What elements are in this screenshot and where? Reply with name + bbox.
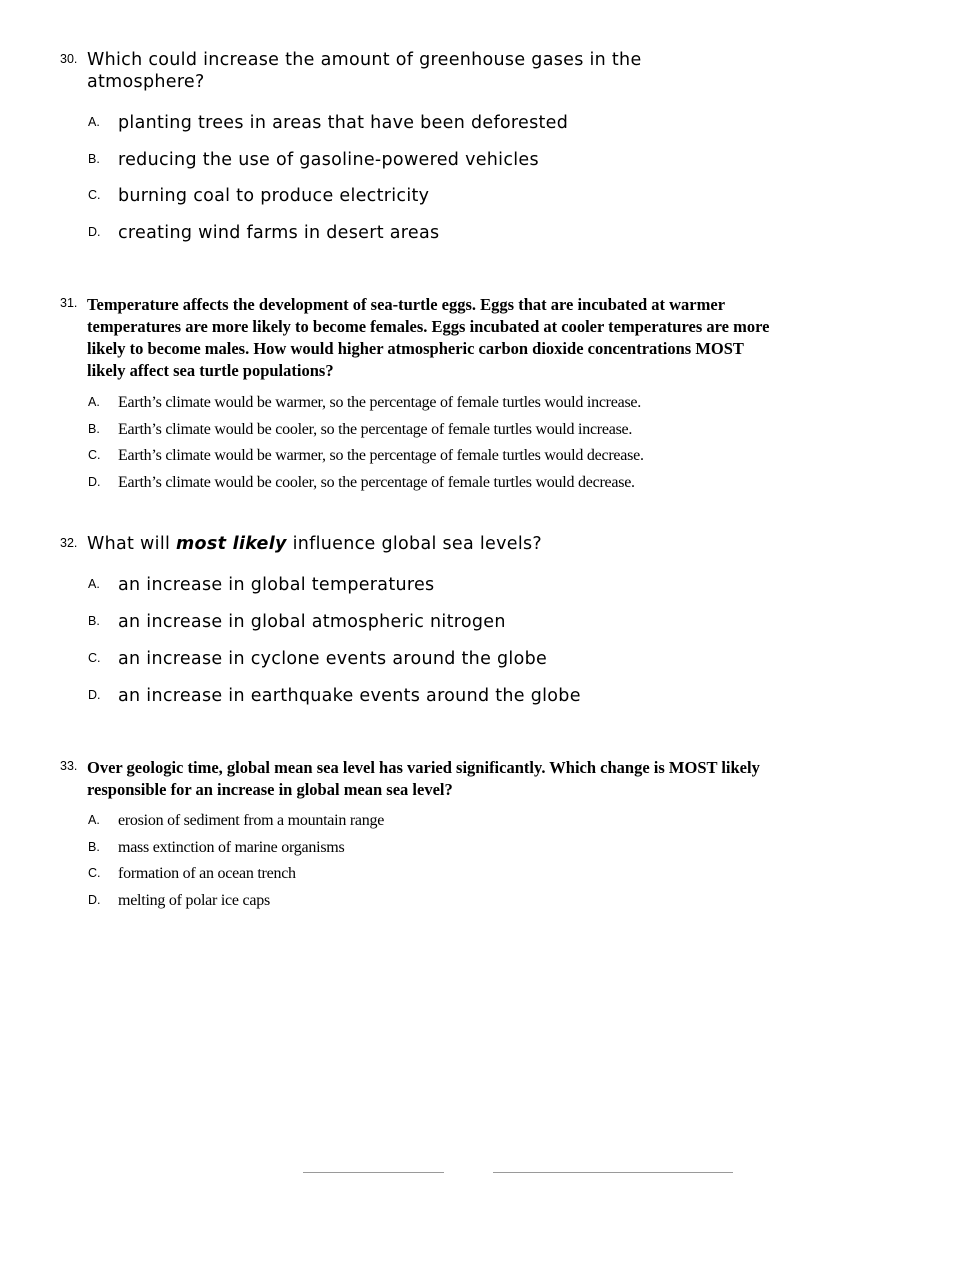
option-letter: D.: [88, 475, 101, 489]
option-text: reducing the use of gasoline-powered vehicles: [118, 150, 539, 170]
answer-option-d[interactable]: [0, 473, 979, 497]
answer-option-d[interactable]: [0, 891, 979, 915]
question-text: Temperature affects the development of sea-turtle eggs. Eggs that are incubated at warmer temperatures are more likely to become females. Eggs incubated at cooler temperatures are more likely to become males. How would higher atmospheric carbon dioxide concentrations MOST likely affect sea turtle populations?: [87, 295, 770, 380]
option-letter: B.: [88, 422, 100, 436]
question-text: [87, 533, 777, 555]
answer-option-b[interactable]: [0, 149, 979, 173]
emphasized-text: most likely: [176, 534, 287, 554]
option-letter: D.: [88, 893, 101, 907]
option-letter: B.: [88, 152, 100, 166]
answer-option-c[interactable]: [0, 185, 979, 209]
option-text: creating wind farms in desert areas: [118, 223, 440, 243]
option-letter: A.: [88, 115, 100, 129]
answer-option-d[interactable]: [0, 685, 979, 709]
question-text: Which could increase the amount of greenhouse gases in the atmosphere?: [87, 50, 642, 92]
answer-option-a[interactable]: [0, 112, 979, 136]
question-number: 31.: [60, 296, 78, 310]
answer-option-d[interactable]: [0, 222, 979, 246]
footer-divider-left: [303, 1172, 444, 1173]
option-letter: A.: [88, 813, 100, 827]
answer-option-b[interactable]: [0, 420, 979, 444]
question-text: Over geologic time, global mean sea level has varied significantly. Which change is MOST likely responsible for an increase in global mean sea level?: [87, 758, 760, 799]
option-text: Earth’s climate would be cooler, so the percentage of female turtles would increase.: [118, 421, 633, 438]
option-letter: D.: [88, 225, 101, 239]
question-number: 30.: [60, 52, 78, 66]
question-text-start: What will: [87, 534, 177, 554]
option-text: Earth’s climate would be warmer, so the percentage of female turtles would increase.: [118, 394, 642, 411]
question-number: 33.: [60, 759, 78, 773]
question-number: 32.: [60, 536, 78, 550]
answer-option-c[interactable]: [0, 864, 979, 888]
option-letter: B.: [88, 614, 100, 628]
option-text: planting trees in areas that have been deforested: [118, 113, 569, 133]
option-letter: C.: [88, 651, 101, 665]
option-text: an increase in cyclone events around the globe: [118, 649, 548, 669]
answer-option-c[interactable]: [0, 446, 979, 470]
option-text: burning coal to produce electricity: [118, 186, 430, 206]
option-text: melting of polar ice caps: [118, 892, 270, 909]
option-text: mass extinction of marine organisms: [118, 839, 345, 856]
option-letter: D.: [88, 688, 101, 702]
answer-option-b[interactable]: [0, 838, 979, 862]
footer-divider-right: [493, 1172, 733, 1173]
option-text: an increase in earthquake events around the globe: [118, 686, 581, 706]
question-text-end: influence global sea levels?: [286, 534, 542, 554]
answer-option-c[interactable]: [0, 648, 979, 672]
answer-option-b[interactable]: [0, 611, 979, 635]
option-letter: B.: [88, 840, 100, 854]
option-letter: C.: [88, 866, 101, 880]
option-text: an increase in global temperatures: [118, 575, 435, 595]
option-text: an increase in global atmospheric nitrogen: [118, 612, 506, 632]
option-text: Earth’s climate would be warmer, so the percentage of female turtles would decrease.: [118, 447, 644, 464]
option-letter: A.: [88, 395, 100, 409]
option-letter: A.: [88, 577, 100, 591]
answer-option-a[interactable]: [0, 574, 979, 598]
answer-option-a[interactable]: [0, 393, 979, 417]
answer-option-a[interactable]: [0, 811, 979, 835]
option-text: Earth’s climate would be cooler, so the percentage of female turtles would decrease.: [118, 474, 635, 491]
option-text: erosion of sediment from a mountain range: [118, 812, 385, 829]
option-text: formation of an ocean trench: [118, 865, 296, 882]
option-letter: C.: [88, 448, 101, 462]
option-letter: C.: [88, 188, 101, 202]
